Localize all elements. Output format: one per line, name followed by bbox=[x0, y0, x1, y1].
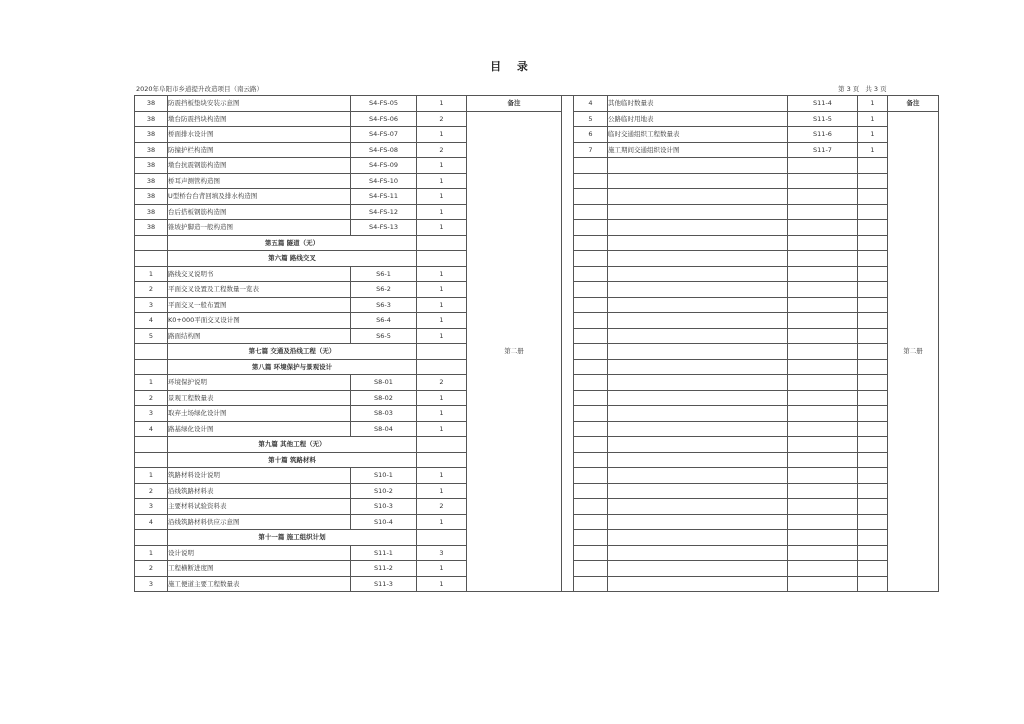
empty-cell bbox=[858, 483, 888, 499]
column-divider bbox=[562, 96, 574, 592]
empty-cell bbox=[858, 313, 888, 329]
row-number: 1 bbox=[135, 266, 168, 282]
empty-cell bbox=[417, 344, 467, 360]
empty-cell bbox=[788, 344, 858, 360]
toc-table bbox=[134, 95, 939, 592]
section-heading: 第五篇 隧道（无） bbox=[168, 235, 417, 251]
empty-cell bbox=[417, 452, 467, 468]
drawing-code: S10-2 bbox=[351, 483, 417, 499]
empty-cell bbox=[417, 437, 467, 453]
row-number: 6 bbox=[574, 127, 608, 143]
empty-cell bbox=[858, 220, 888, 236]
empty-cell bbox=[608, 452, 788, 468]
sheet-count: 1 bbox=[417, 127, 467, 143]
drawing-code: S4-FS-13 bbox=[351, 220, 417, 236]
empty-cell bbox=[608, 545, 788, 561]
empty-cell bbox=[417, 359, 467, 375]
empty-cell bbox=[574, 204, 608, 220]
empty-cell bbox=[858, 173, 888, 189]
drawing-code: S4-FS-11 bbox=[351, 189, 417, 205]
section-heading: 第十一篇 施工组织计划 bbox=[168, 530, 417, 546]
drawing-name: 台后搭板钢筋构造图 bbox=[168, 204, 351, 220]
empty-cell bbox=[608, 468, 788, 484]
empty-cell bbox=[574, 406, 608, 422]
empty-cell bbox=[858, 251, 888, 267]
project-name: 2020年阜阳市乡道提升改造项目（南云路） bbox=[136, 85, 264, 93]
empty-cell bbox=[788, 530, 858, 546]
drawing-name: 主要材料试验资料表 bbox=[168, 499, 351, 515]
empty-cell bbox=[858, 406, 888, 422]
empty-cell bbox=[858, 468, 888, 484]
toc-body bbox=[135, 96, 939, 592]
drawing-name: 施工期间交通组织设计图 bbox=[608, 142, 788, 158]
empty-cell bbox=[135, 452, 168, 468]
empty-cell bbox=[858, 375, 888, 391]
sheet-count: 1 bbox=[417, 220, 467, 236]
empty-cell bbox=[858, 452, 888, 468]
empty-cell bbox=[788, 235, 858, 251]
empty-cell bbox=[574, 173, 608, 189]
sheet-count: 1 bbox=[417, 266, 467, 282]
empty-cell bbox=[788, 468, 858, 484]
empty-cell bbox=[574, 545, 608, 561]
empty-cell bbox=[574, 390, 608, 406]
empty-cell bbox=[788, 421, 858, 437]
row-number: 5 bbox=[574, 111, 608, 127]
empty-cell bbox=[788, 282, 858, 298]
drawing-code: S4-FS-06 bbox=[351, 111, 417, 127]
drawing-code: S11-1 bbox=[351, 545, 417, 561]
sheet-count: 1 bbox=[417, 561, 467, 577]
empty-cell bbox=[858, 344, 888, 360]
section-heading: 第七篇 交通及沿线工程（无） bbox=[168, 344, 417, 360]
row-number: 3 bbox=[135, 576, 168, 592]
empty-cell bbox=[788, 561, 858, 577]
empty-cell bbox=[858, 158, 888, 174]
empty-cell bbox=[788, 406, 858, 422]
empty-cell bbox=[788, 514, 858, 530]
empty-cell bbox=[574, 266, 608, 282]
empty-cell bbox=[858, 437, 888, 453]
empty-cell bbox=[608, 204, 788, 220]
sheet-count: 1 bbox=[858, 127, 888, 143]
drawing-name: 景观工程数量表 bbox=[168, 390, 351, 406]
empty-cell bbox=[858, 421, 888, 437]
empty-cell bbox=[858, 576, 888, 592]
empty-cell bbox=[574, 576, 608, 592]
empty-cell bbox=[858, 561, 888, 577]
drawing-name: 墩台抗震钢筋构造图 bbox=[168, 158, 351, 174]
empty-cell bbox=[608, 266, 788, 282]
empty-cell bbox=[858, 282, 888, 298]
empty-cell bbox=[608, 158, 788, 174]
empty-cell bbox=[608, 421, 788, 437]
row-number: 38 bbox=[135, 96, 168, 112]
empty-cell bbox=[574, 282, 608, 298]
empty-cell bbox=[858, 328, 888, 344]
empty-cell bbox=[608, 576, 788, 592]
row-number: 3 bbox=[135, 297, 168, 313]
drawing-code: S10-4 bbox=[351, 514, 417, 530]
drawing-code: S8-04 bbox=[351, 421, 417, 437]
sheet-count: 1 bbox=[858, 111, 888, 127]
empty-cell bbox=[608, 514, 788, 530]
drawing-name: 路面结构图 bbox=[168, 328, 351, 344]
row-number: 7 bbox=[574, 142, 608, 158]
section-heading: 第十篇 筑路材料 bbox=[168, 452, 417, 468]
row-number: 38 bbox=[135, 173, 168, 189]
empty-cell bbox=[788, 220, 858, 236]
drawing-name: 路线交叉说明书 bbox=[168, 266, 351, 282]
empty-cell bbox=[574, 189, 608, 205]
row-number: 4 bbox=[574, 96, 608, 112]
empty-cell bbox=[858, 499, 888, 515]
empty-cell bbox=[574, 483, 608, 499]
empty-cell bbox=[574, 421, 608, 437]
empty-cell bbox=[574, 359, 608, 375]
row-number: 4 bbox=[135, 313, 168, 329]
empty-cell bbox=[858, 235, 888, 251]
page-total: 共 3 页 bbox=[865, 85, 887, 93]
drawing-code: S6-2 bbox=[351, 282, 417, 298]
drawing-code: S6-5 bbox=[351, 328, 417, 344]
empty-cell bbox=[574, 561, 608, 577]
empty-cell bbox=[858, 204, 888, 220]
empty-cell bbox=[574, 452, 608, 468]
drawing-name: 设计说明 bbox=[168, 545, 351, 561]
drawing-code: S10-1 bbox=[351, 468, 417, 484]
empty-cell bbox=[135, 530, 168, 546]
drawing-code: S11-7 bbox=[788, 142, 858, 158]
empty-cell bbox=[574, 437, 608, 453]
empty-cell bbox=[608, 406, 788, 422]
drawing-code: S4-FS-08 bbox=[351, 142, 417, 158]
empty-cell bbox=[608, 235, 788, 251]
empty-cell bbox=[858, 359, 888, 375]
row-number: 2 bbox=[135, 561, 168, 577]
empty-cell bbox=[788, 189, 858, 205]
drawing-name: K0+000平面交叉设计图 bbox=[168, 313, 351, 329]
empty-cell bbox=[574, 514, 608, 530]
empty-cell bbox=[135, 235, 168, 251]
table-row bbox=[135, 111, 939, 127]
empty-cell bbox=[135, 251, 168, 267]
empty-cell bbox=[788, 390, 858, 406]
empty-cell bbox=[788, 499, 858, 515]
empty-cell bbox=[788, 576, 858, 592]
drawing-code: S6-4 bbox=[351, 313, 417, 329]
empty-cell bbox=[574, 251, 608, 267]
drawing-code: S4-FS-09 bbox=[351, 158, 417, 174]
sheet-count: 1 bbox=[417, 313, 467, 329]
empty-cell bbox=[788, 375, 858, 391]
empty-cell bbox=[135, 437, 168, 453]
sheet-count: 1 bbox=[417, 514, 467, 530]
drawing-name: 平面交叉设置及工程数量一览表 bbox=[168, 282, 351, 298]
empty-cell bbox=[608, 282, 788, 298]
empty-cell bbox=[858, 390, 888, 406]
empty-cell bbox=[608, 344, 788, 360]
empty-cell bbox=[788, 359, 858, 375]
empty-cell bbox=[788, 328, 858, 344]
section-heading: 第六篇 路线交叉 bbox=[168, 251, 417, 267]
sheet-count: 1 bbox=[417, 421, 467, 437]
drawing-name: 路基绿化设计图 bbox=[168, 421, 351, 437]
row-number: 38 bbox=[135, 158, 168, 174]
drawing-name: 取弃土场绿化设计图 bbox=[168, 406, 351, 422]
empty-cell bbox=[574, 530, 608, 546]
sheet-count: 1 bbox=[417, 282, 467, 298]
sheet-count: 2 bbox=[417, 111, 467, 127]
drawing-name: 防撞护栏构造图 bbox=[168, 142, 351, 158]
sheet-count: 1 bbox=[417, 468, 467, 484]
drawing-code: S4-FS-07 bbox=[351, 127, 417, 143]
drawing-name: 沿线筑路材料供应示意图 bbox=[168, 514, 351, 530]
row-number: 38 bbox=[135, 204, 168, 220]
row-number: 1 bbox=[135, 545, 168, 561]
empty-cell bbox=[417, 530, 467, 546]
drawing-code: S11-2 bbox=[351, 561, 417, 577]
row-number: 3 bbox=[135, 499, 168, 515]
empty-cell bbox=[574, 297, 608, 313]
sheet-count: 2 bbox=[417, 499, 467, 515]
drawing-code: S4-FS-12 bbox=[351, 204, 417, 220]
drawing-code: S10-3 bbox=[351, 499, 417, 515]
empty-cell bbox=[574, 499, 608, 515]
empty-cell bbox=[858, 266, 888, 282]
empty-cell bbox=[788, 266, 858, 282]
empty-cell bbox=[788, 437, 858, 453]
row-number: 2 bbox=[135, 282, 168, 298]
empty-cell bbox=[608, 437, 788, 453]
empty-cell bbox=[788, 452, 858, 468]
empty-cell bbox=[608, 189, 788, 205]
empty-cell bbox=[574, 344, 608, 360]
empty-cell bbox=[574, 375, 608, 391]
empty-cell bbox=[788, 251, 858, 267]
page-title: 目 录 bbox=[490, 60, 534, 73]
sheet-count: 1 bbox=[858, 96, 888, 112]
sheet-count: 1 bbox=[417, 406, 467, 422]
drawing-code: S8-02 bbox=[351, 390, 417, 406]
empty-cell bbox=[574, 220, 608, 236]
volume-label: 第二册 bbox=[888, 111, 939, 592]
sheet-count: 1 bbox=[417, 96, 467, 112]
volume-label: 第二册 bbox=[467, 111, 562, 592]
sheet-count: 2 bbox=[417, 375, 467, 391]
sheet-count: 1 bbox=[417, 483, 467, 499]
drawing-name: 公路临时用地表 bbox=[608, 111, 788, 127]
section-heading: 第九篇 其他工程（无） bbox=[168, 437, 417, 453]
empty-cell bbox=[858, 514, 888, 530]
drawing-name: 临时交通组织工程数量表 bbox=[608, 127, 788, 143]
drawing-name: 防震挡板垫块安装示意图 bbox=[168, 96, 351, 112]
sheet-count: 1 bbox=[858, 142, 888, 158]
row-number: 38 bbox=[135, 111, 168, 127]
row-number: 38 bbox=[135, 142, 168, 158]
drawing-name: U型桥台台背回填及排水构造图 bbox=[168, 189, 351, 205]
empty-cell bbox=[608, 220, 788, 236]
drawing-name: 工程横断进度图 bbox=[168, 561, 351, 577]
page-indicator bbox=[838, 84, 891, 93]
empty-cell bbox=[608, 390, 788, 406]
page-current: 第 3 页 bbox=[838, 85, 860, 93]
table-row bbox=[135, 96, 939, 112]
empty-cell bbox=[574, 468, 608, 484]
sheet-count: 2 bbox=[417, 142, 467, 158]
empty-cell bbox=[417, 251, 467, 267]
empty-cell bbox=[574, 313, 608, 329]
empty-cell bbox=[608, 375, 788, 391]
drawing-code: S8-01 bbox=[351, 375, 417, 391]
empty-cell bbox=[417, 235, 467, 251]
empty-cell bbox=[788, 158, 858, 174]
empty-cell bbox=[608, 297, 788, 313]
row-number: 38 bbox=[135, 220, 168, 236]
drawing-name: 施工便道主要工程数量表 bbox=[168, 576, 351, 592]
sheet-count: 1 bbox=[417, 576, 467, 592]
empty-cell bbox=[608, 313, 788, 329]
empty-cell bbox=[858, 189, 888, 205]
empty-cell bbox=[608, 530, 788, 546]
drawing-code: S11-3 bbox=[351, 576, 417, 592]
drawing-code: S4-FS-05 bbox=[351, 96, 417, 112]
empty-cell bbox=[608, 499, 788, 515]
drawing-name: 锥坡护脚造一般构造图 bbox=[168, 220, 351, 236]
drawing-name: 筑路材料设计说明 bbox=[168, 468, 351, 484]
row-number: 4 bbox=[135, 421, 168, 437]
row-number: 2 bbox=[135, 483, 168, 499]
row-number: 38 bbox=[135, 189, 168, 205]
drawing-name: 桥耳声测管构造图 bbox=[168, 173, 351, 189]
sheet-count: 1 bbox=[417, 328, 467, 344]
drawing-name: 沿线筑路材料表 bbox=[168, 483, 351, 499]
empty-cell bbox=[788, 545, 858, 561]
empty-cell bbox=[574, 235, 608, 251]
sheet-count: 1 bbox=[417, 173, 467, 189]
empty-cell bbox=[574, 328, 608, 344]
empty-cell bbox=[135, 344, 168, 360]
drawing-code: S4-FS-10 bbox=[351, 173, 417, 189]
empty-cell bbox=[788, 313, 858, 329]
empty-cell bbox=[788, 297, 858, 313]
drawing-code: S6-3 bbox=[351, 297, 417, 313]
drawing-name: 桥面排水设计图 bbox=[168, 127, 351, 143]
drawing-name: 环境保护说明 bbox=[168, 375, 351, 391]
empty-cell bbox=[788, 483, 858, 499]
sheet-count: 1 bbox=[417, 189, 467, 205]
empty-cell bbox=[858, 297, 888, 313]
empty-cell bbox=[788, 204, 858, 220]
drawing-code: S6-1 bbox=[351, 266, 417, 282]
row-number: 1 bbox=[135, 375, 168, 391]
drawing-name: 墩台防震挡块构造图 bbox=[168, 111, 351, 127]
drawing-code: S11-5 bbox=[788, 111, 858, 127]
empty-cell bbox=[858, 530, 888, 546]
empty-cell bbox=[608, 173, 788, 189]
empty-cell bbox=[608, 328, 788, 344]
empty-cell bbox=[608, 561, 788, 577]
empty-cell bbox=[135, 359, 168, 375]
empty-cell bbox=[608, 483, 788, 499]
row-number: 38 bbox=[135, 127, 168, 143]
empty-cell bbox=[788, 173, 858, 189]
sheet-count: 1 bbox=[417, 390, 467, 406]
row-number: 2 bbox=[135, 390, 168, 406]
row-number: 4 bbox=[135, 514, 168, 530]
empty-cell bbox=[574, 158, 608, 174]
drawing-code: S11-4 bbox=[788, 96, 858, 112]
sheet-count: 3 bbox=[417, 545, 467, 561]
empty-cell bbox=[858, 545, 888, 561]
sheet-count: 1 bbox=[417, 297, 467, 313]
section-heading: 第八篇 环境保护与景观设计 bbox=[168, 359, 417, 375]
empty-cell bbox=[608, 251, 788, 267]
empty-cell bbox=[608, 359, 788, 375]
row-number: 5 bbox=[135, 328, 168, 344]
drawing-name: 其他临时数量表 bbox=[608, 96, 788, 112]
drawing-code: S8-03 bbox=[351, 406, 417, 422]
drawing-code: S11-6 bbox=[788, 127, 858, 143]
sheet-count: 1 bbox=[417, 204, 467, 220]
remark-header: 备注 bbox=[467, 96, 562, 112]
sheet-count: 1 bbox=[417, 158, 467, 174]
remark-header: 备注 bbox=[888, 96, 939, 112]
drawing-name: 平面交叉一般布置图 bbox=[168, 297, 351, 313]
row-number: 1 bbox=[135, 468, 168, 484]
row-number: 3 bbox=[135, 406, 168, 422]
